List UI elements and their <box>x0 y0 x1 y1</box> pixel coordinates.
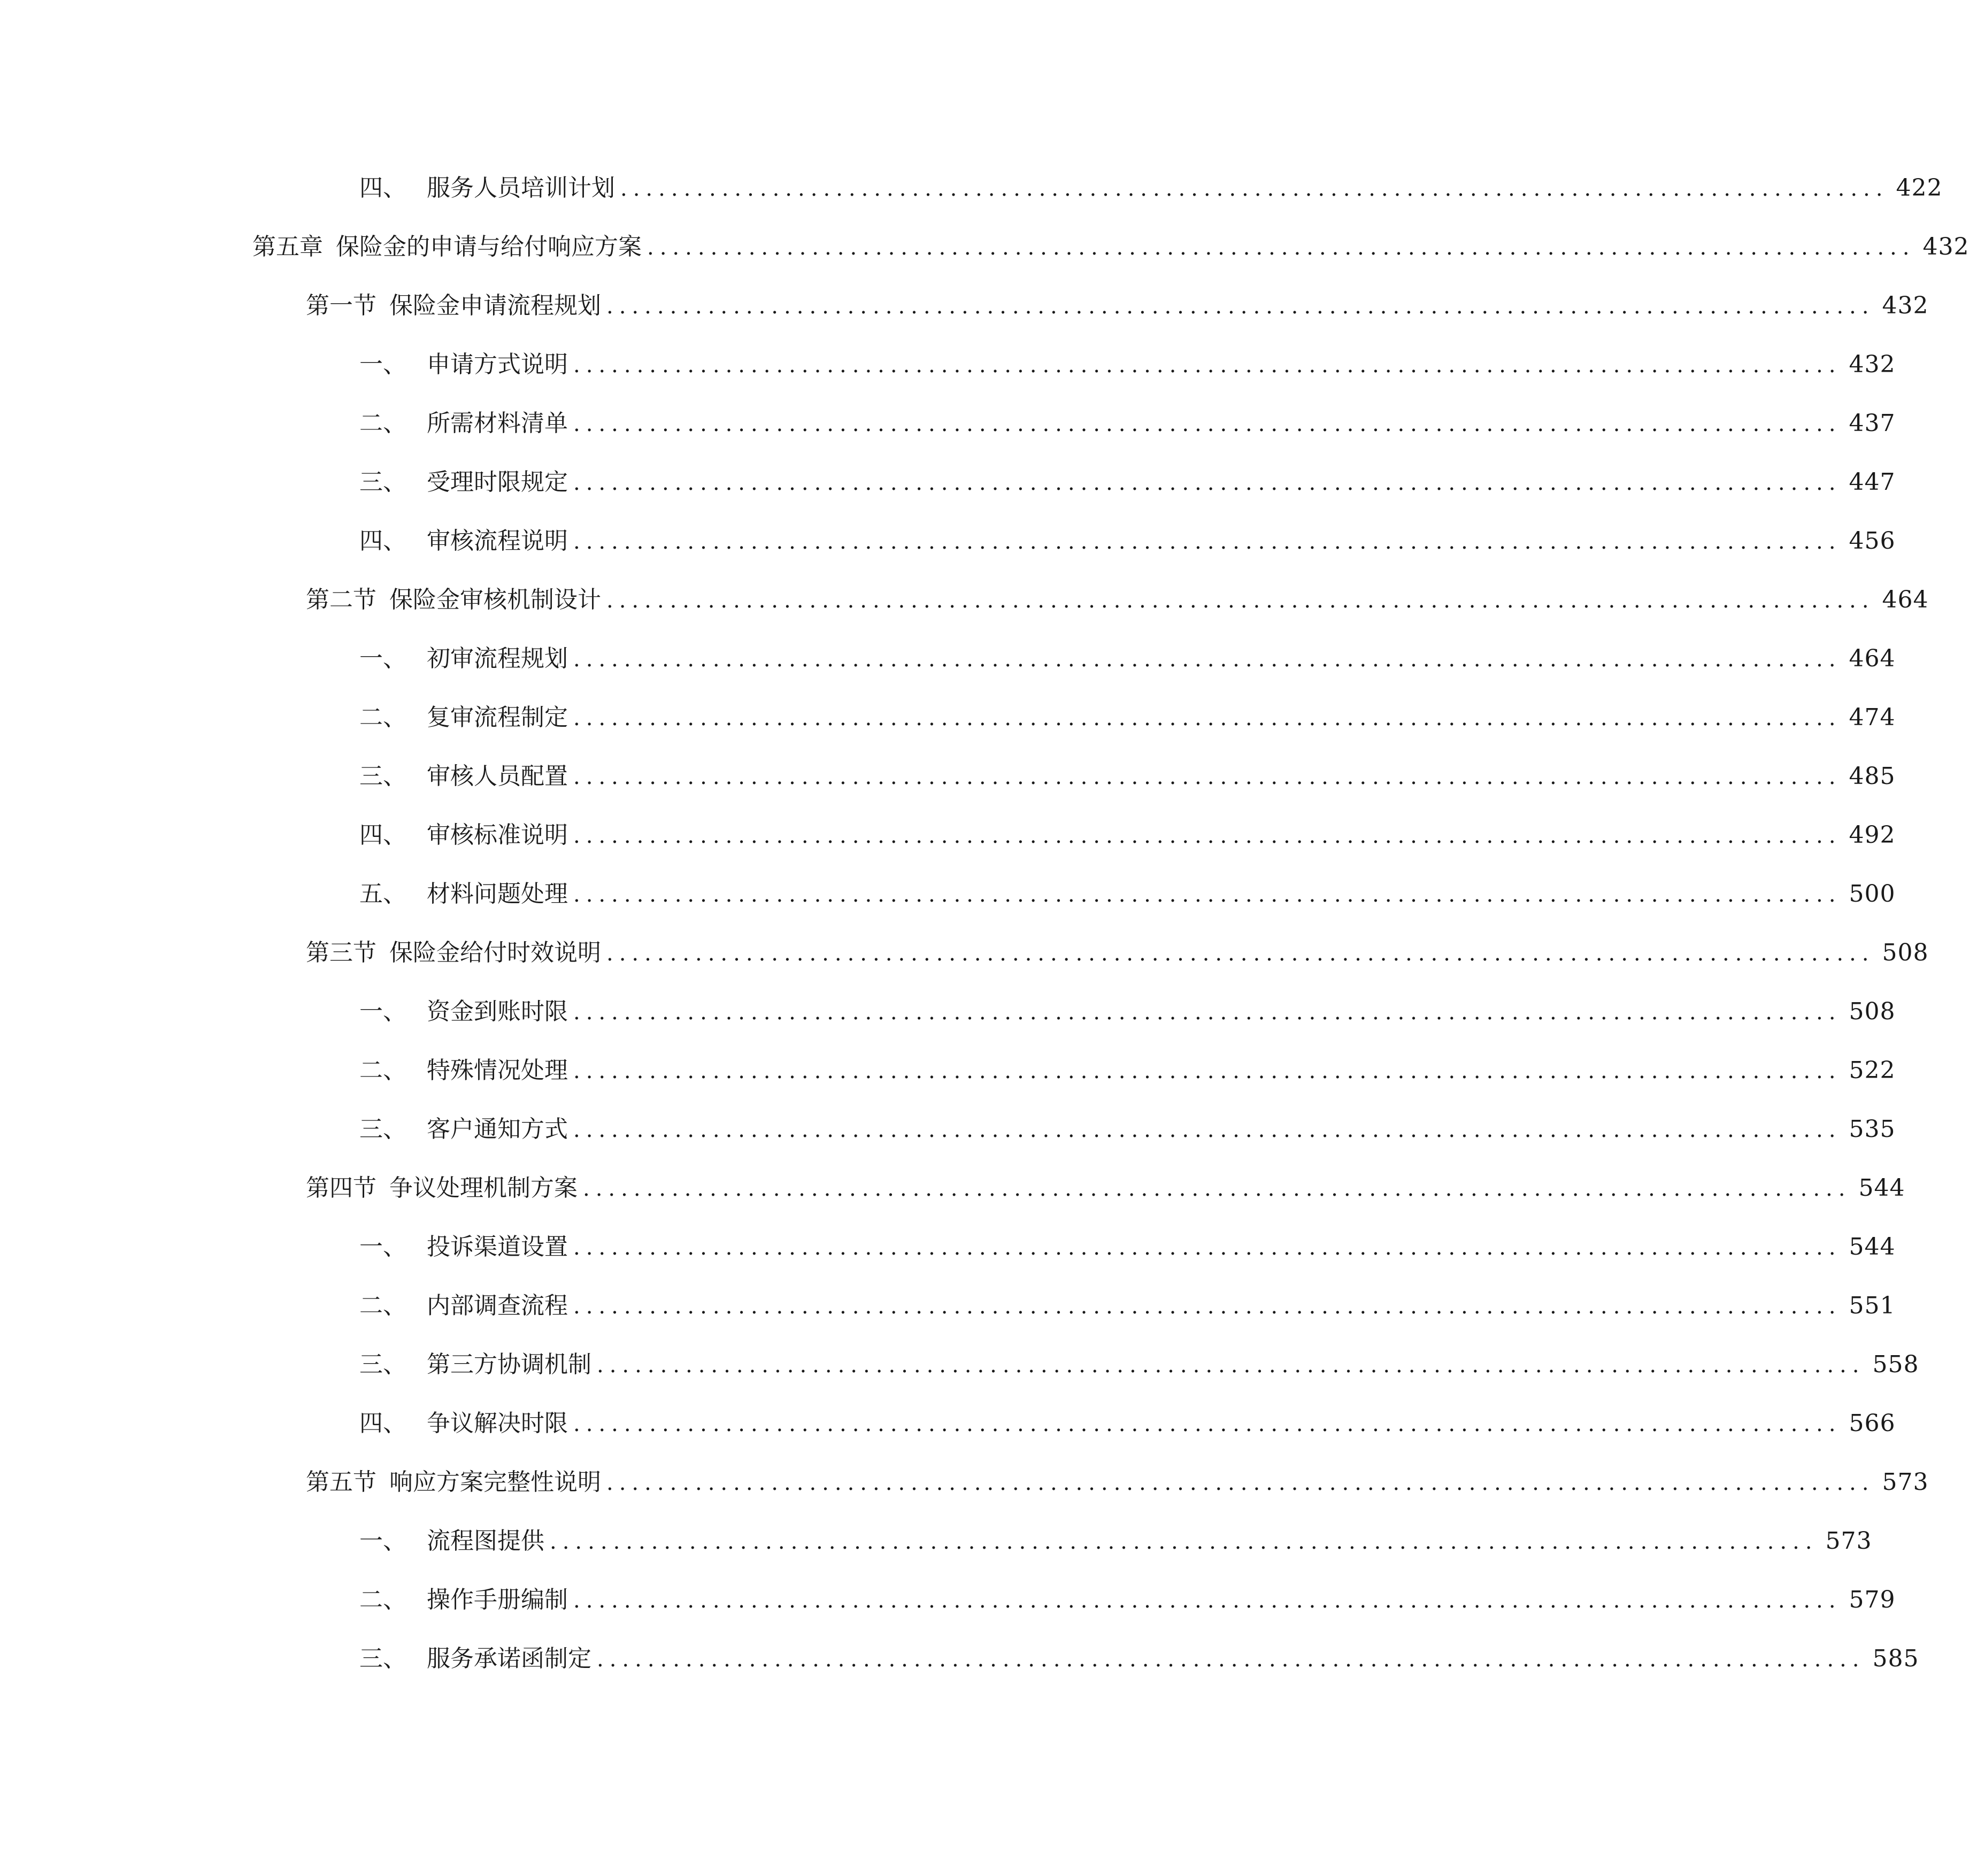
toc-entry[interactable] <box>306 1170 1905 1207</box>
toc-entry-title <box>359 875 568 913</box>
toc-entry-number: 第二节 <box>306 586 376 613</box>
toc-entry[interactable] <box>359 522 1896 560</box>
toc-entry[interactable] <box>359 758 1896 795</box>
toc-entry-title <box>359 1523 544 1560</box>
toc-page-number: 432 <box>1849 351 1896 378</box>
toc-entry[interactable] <box>306 581 1929 619</box>
toc-entry-text: 保险金给付时效说明 <box>389 939 601 966</box>
toc-entry-text: 受理时限规定 <box>427 468 568 496</box>
toc-entry-text: 服务承诺函制定 <box>427 1645 591 1672</box>
toc-entry-title <box>359 1287 568 1325</box>
toc-entry-title <box>359 1111 568 1148</box>
toc-entry-title <box>306 581 601 619</box>
toc-entry-title <box>359 640 568 678</box>
toc-entry-title <box>359 1640 591 1678</box>
toc-dot-leader: .................................................................................................... <box>573 882 1842 907</box>
toc-entry-number: 二、 <box>359 1292 406 1319</box>
toc-dot-leader: .................................................................................................... <box>573 1000 1842 1025</box>
toc-entry-title <box>359 817 568 854</box>
toc-entry-title <box>306 287 601 325</box>
toc-page-number: 573 <box>1882 1468 1929 1496</box>
toc-entry-number: 二、 <box>359 1586 406 1613</box>
toc-page-number: 585 <box>1872 1645 1919 1672</box>
toc-entry-number: 第一节 <box>306 292 376 319</box>
toc-page-number: 573 <box>1825 1527 1872 1555</box>
toc-entry-title <box>359 464 568 501</box>
toc-dot-leader: .................................................................................................... <box>573 471 1842 495</box>
toc-entry-text: 所需材料清单 <box>427 410 568 437</box>
toc-entry[interactable] <box>359 1640 1919 1678</box>
toc-entry-text: 投诉渠道设置 <box>427 1233 568 1260</box>
toc-entry-text: 保险金申请流程规划 <box>389 292 601 319</box>
toc-entry[interactable] <box>359 1523 1872 1560</box>
toc-entry-title <box>359 405 568 442</box>
toc-entry-text: 响应方案完整性说明 <box>389 1468 601 1496</box>
toc-page-number: 508 <box>1849 998 1896 1025</box>
toc-entry-number: 三、 <box>359 1645 406 1672</box>
toc-entry[interactable] <box>306 1464 1929 1501</box>
toc-dot-leader: .................................................................................................... <box>573 353 1842 378</box>
toc-entry-text: 复审流程制定 <box>427 704 568 731</box>
toc-entry-number: 二、 <box>359 410 406 437</box>
toc-entry-number: 三、 <box>359 468 406 496</box>
toc-dot-leader: .................................................................................................... <box>573 706 1842 731</box>
toc-dot-leader: .................................................................................................... <box>573 1118 1842 1142</box>
toc-entry[interactable] <box>252 228 1969 266</box>
toc-entry-title <box>359 1346 591 1383</box>
toc-entry-text: 初审流程规划 <box>427 645 568 672</box>
toc-entry[interactable] <box>306 934 1929 972</box>
toc-entry[interactable] <box>359 993 1896 1031</box>
toc-entry-number: 一、 <box>359 998 406 1025</box>
toc-entry-title <box>306 1464 601 1501</box>
toc-entry-title <box>359 993 568 1031</box>
toc-dot-leader: .................................................................................................... <box>647 235 1916 260</box>
toc-page-number: 447 <box>1849 468 1896 496</box>
toc-entry-number: 一、 <box>359 1233 406 1260</box>
toc-entry[interactable] <box>359 405 1896 442</box>
toc-entry-number: 三、 <box>359 1116 406 1143</box>
toc-entry-number: 四、 <box>359 527 406 555</box>
toc-page-number: 544 <box>1849 1233 1896 1260</box>
toc-entry-title <box>359 699 568 736</box>
toc-entry-text: 第三方协调机制 <box>427 1351 591 1378</box>
toc-dot-leader: .................................................................................................... <box>606 588 1875 613</box>
toc-page-number: 474 <box>1849 704 1896 731</box>
toc-dot-leader: .................................................................................................... <box>550 1529 1818 1554</box>
toc-entry-title <box>359 1228 568 1266</box>
toc-entry-text: 客户通知方式 <box>427 1116 568 1143</box>
toc-page-number: 432 <box>1882 292 1929 319</box>
toc-entry-title <box>359 758 568 795</box>
toc-entry-number: 第四节 <box>306 1174 376 1202</box>
toc-dot-leader: .................................................................................................... <box>573 647 1842 672</box>
toc-entry-number: 第五章 <box>252 233 323 260</box>
toc-entry-number: 五、 <box>359 880 406 908</box>
toc-page-number: 464 <box>1882 586 1929 613</box>
toc-entry-title <box>359 170 615 207</box>
toc-page-number: 551 <box>1849 1292 1896 1319</box>
toc-entry[interactable] <box>359 1111 1896 1148</box>
toc-dot-leader: .................................................................................................... <box>606 1471 1875 1495</box>
toc-entry-title <box>359 1052 568 1089</box>
toc-entry-number: 第三节 <box>306 939 376 966</box>
toc-page-number: 522 <box>1849 1057 1896 1084</box>
toc-entry-text: 服务人员培训计划 <box>427 174 615 202</box>
toc-entry-number: 三、 <box>359 1351 406 1378</box>
toc-dot-leader: .................................................................................................... <box>573 1235 1842 1260</box>
toc-entry[interactable] <box>359 1346 1919 1383</box>
toc-dot-leader: .................................................................................................... <box>583 1177 1851 1201</box>
toc-entry[interactable] <box>359 699 1896 736</box>
toc-page-number: 485 <box>1849 763 1896 790</box>
toc-entry-number: 一、 <box>359 351 406 378</box>
toc-page-number: 432 <box>1922 233 1969 260</box>
toc-page-number: 566 <box>1849 1410 1896 1437</box>
toc-entry-title <box>306 934 601 972</box>
toc-entry-text: 申请方式说明 <box>427 351 568 378</box>
toc-page-number: 508 <box>1882 939 1929 966</box>
toc-entry-number: 二、 <box>359 704 406 731</box>
toc-entry-title <box>252 228 642 266</box>
toc-entry[interactable] <box>359 1405 1896 1442</box>
toc-entry[interactable] <box>359 1228 1896 1266</box>
toc-entry-number: 四、 <box>359 174 406 202</box>
toc-dot-leader: .................................................................................................... <box>573 1412 1842 1436</box>
toc-page-number: 437 <box>1849 410 1896 437</box>
toc-entry-number: 一、 <box>359 1527 406 1555</box>
toc-entry[interactable] <box>359 1581 1896 1619</box>
toc-dot-leader: .................................................................................................... <box>573 529 1842 554</box>
toc-dot-leader: .................................................................................................... <box>573 1294 1842 1319</box>
toc-entry-number: 四、 <box>359 1410 406 1437</box>
toc-dot-leader: .................................................................................................... <box>606 941 1875 966</box>
toc-entry-title <box>359 346 568 383</box>
toc-entry-title <box>359 522 568 560</box>
toc-entry-text: 争议处理机制方案 <box>389 1174 578 1202</box>
toc-entry[interactable] <box>359 875 1896 913</box>
toc-dot-leader: .................................................................................................... <box>573 765 1842 789</box>
toc-entry-text: 保险金审核机制设计 <box>389 586 601 613</box>
toc-entry-number: 第五节 <box>306 1468 376 1496</box>
toc-page-number: 579 <box>1849 1586 1896 1613</box>
toc-entry-title <box>306 1170 578 1207</box>
toc-entry-title <box>359 1405 568 1442</box>
toc-page-number: 558 <box>1872 1351 1919 1378</box>
toc-page-number: 544 <box>1858 1174 1905 1202</box>
toc-page-number: 464 <box>1849 645 1896 672</box>
toc-dot-leader: .................................................................................................... <box>573 1588 1842 1613</box>
toc-entry[interactable] <box>359 464 1896 501</box>
toc-entry[interactable] <box>359 346 1896 383</box>
toc-entry-number: 二、 <box>359 1057 406 1084</box>
toc-dot-leader: .................................................................................................... <box>573 412 1842 436</box>
toc-entry-number: 三、 <box>359 763 406 790</box>
toc-entry-number: 四、 <box>359 821 406 849</box>
toc-entry-text: 审核标准说明 <box>427 821 568 849</box>
toc-page-number: 422 <box>1896 174 1943 202</box>
toc-dot-leader: .................................................................................................... <box>573 824 1842 848</box>
toc-entry[interactable] <box>359 1052 1896 1089</box>
toc-entry[interactable] <box>306 287 1929 325</box>
toc-entry-text: 争议解决时限 <box>427 1410 568 1437</box>
toc-dot-leader: .................................................................................................... <box>606 294 1875 319</box>
toc-dot-leader: .................................................................................................... <box>573 1059 1842 1083</box>
toc-entry-text: 审核流程说明 <box>427 527 568 555</box>
toc-page-number: 500 <box>1849 880 1896 908</box>
toc-entry-number: 一、 <box>359 645 406 672</box>
toc-entry[interactable] <box>359 817 1896 854</box>
toc-entry-text: 材料问题处理 <box>427 880 568 908</box>
toc-entry-title <box>359 1581 568 1619</box>
toc-entry-text: 内部调查流程 <box>427 1292 568 1319</box>
toc-entry-text: 保险金的申请与给付响应方案 <box>336 233 642 260</box>
toc-entry[interactable] <box>359 1287 1896 1325</box>
toc-page-number: 535 <box>1849 1116 1896 1143</box>
toc-entry-text: 审核人员配置 <box>427 763 568 790</box>
toc-entry-text: 资金到账时限 <box>427 998 568 1025</box>
toc-entry-text: 特殊情况处理 <box>427 1057 568 1084</box>
toc-entry[interactable] <box>359 640 1896 678</box>
toc-dot-leader: .................................................................................................... <box>620 176 1889 201</box>
toc-dot-leader: .................................................................................................... <box>597 1647 1865 1672</box>
toc-entry-text: 操作手册编制 <box>427 1586 568 1613</box>
toc-entry[interactable] <box>359 170 1943 207</box>
toc-dot-leader: .................................................................................................... <box>597 1353 1865 1378</box>
toc-page-number: 456 <box>1849 527 1896 555</box>
toc-page-number: 492 <box>1849 821 1896 849</box>
toc-entry-text: 流程图提供 <box>427 1527 544 1555</box>
